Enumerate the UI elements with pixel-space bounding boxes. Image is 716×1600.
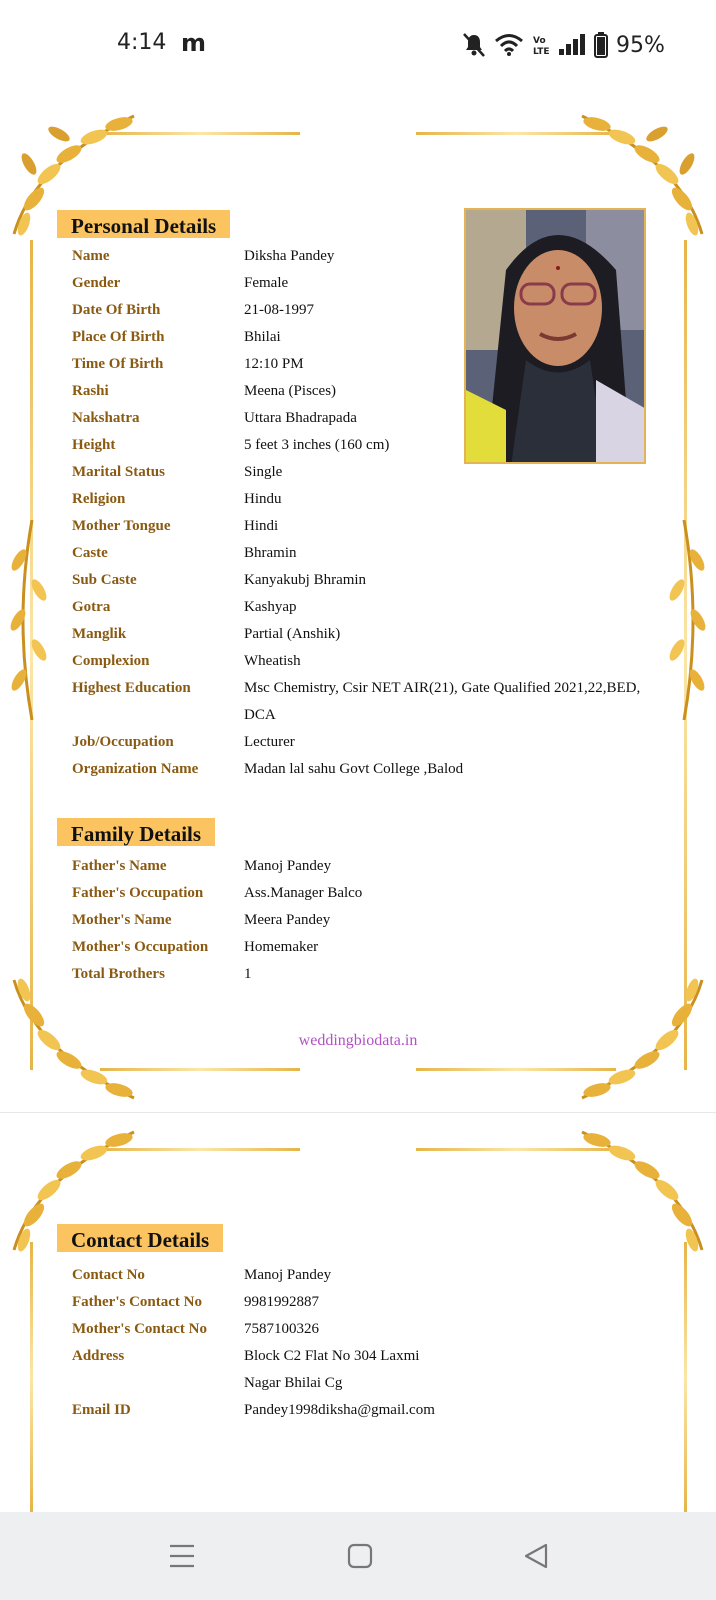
detail-value: 1 bbox=[244, 966, 252, 982]
leaf-ornament-mid-left bbox=[4, 520, 54, 720]
status-bar bbox=[0, 0, 716, 90]
detail-label: Marital Status bbox=[72, 464, 165, 480]
wifi-icon bbox=[494, 33, 524, 57]
detail-label: Email ID bbox=[72, 1402, 131, 1418]
detail-value: Meena (Pisces) bbox=[244, 383, 337, 399]
detail-label: Height bbox=[72, 437, 116, 453]
detail-label: Date Of Birth bbox=[72, 302, 161, 318]
detail-value: Partial (Anshik) bbox=[244, 626, 341, 642]
detail-label: Gotra bbox=[72, 599, 111, 615]
leaf-ornament-mid-right bbox=[662, 520, 712, 720]
detail-value: Block C2 Flat No 304 Laxmi Nagar Bhilai Cg bbox=[244, 1348, 420, 1392]
detail-label: Caste bbox=[72, 545, 108, 561]
detail-value: Madan lal sahu Govt College ,Balod bbox=[244, 761, 464, 777]
email-link[interactable]: Pandey1998diksha@gmail.com bbox=[244, 1402, 435, 1418]
system-nav-bar bbox=[0, 1512, 716, 1600]
detail-value: Female bbox=[244, 275, 289, 291]
detail-label: Total Brothers bbox=[72, 966, 165, 982]
signal-icon bbox=[558, 34, 586, 56]
battery-icon bbox=[594, 32, 608, 58]
detail-value: Msc Chemistry, Csir NET AIR(21), Gate Qualified 2021,22,BED, DCA bbox=[244, 680, 641, 724]
detail-label: Mother's Contact No bbox=[72, 1321, 207, 1337]
detail-label: Father's Contact No bbox=[72, 1294, 202, 1310]
detail-label: Highest Education bbox=[72, 680, 191, 696]
personal-details-title: Personal Details bbox=[57, 210, 230, 238]
frame-left bbox=[30, 1242, 33, 1512]
biodata-page-1 bbox=[0, 100, 716, 1120]
back-icon[interactable] bbox=[520, 1540, 552, 1572]
detail-label: Mother's Name bbox=[72, 912, 172, 928]
detail-label: Time Of Birth bbox=[72, 356, 164, 372]
battery-percent: 95% bbox=[616, 32, 665, 58]
detail-value: Single bbox=[244, 464, 283, 480]
frame-right bbox=[684, 1242, 687, 1512]
detail-value: Manoj Pandey bbox=[244, 1267, 332, 1283]
detail-label: Mother's Occupation bbox=[72, 939, 209, 955]
svg-text:LTE: LTE bbox=[533, 47, 550, 57]
detail-value: Homemaker bbox=[244, 939, 319, 955]
detail-label: Rashi bbox=[72, 383, 109, 399]
detail-value: Kanyakubj Bhramin bbox=[244, 572, 367, 588]
detail-label: Job/Occupation bbox=[72, 734, 174, 750]
mute-bell-icon bbox=[462, 32, 486, 58]
detail-value: 21-08-1997 bbox=[244, 302, 314, 318]
biodata-page-2 bbox=[0, 1112, 716, 1512]
detail-label: Nakshatra bbox=[72, 410, 140, 426]
detail-value: Ass.Manager Balco bbox=[244, 885, 363, 901]
detail-label: Name bbox=[72, 248, 110, 264]
detail-value: Manoj Pandey bbox=[244, 858, 332, 874]
website-watermark[interactable]: weddingbiodata.in bbox=[298, 1032, 418, 1049]
detail-label: Father's Occupation bbox=[72, 885, 204, 901]
svg-text:Vo: Vo bbox=[533, 36, 546, 46]
detail-value: Wheatish bbox=[244, 653, 301, 669]
detail-value: Bhilai bbox=[244, 329, 281, 345]
detail-label: Organization Name bbox=[72, 761, 199, 777]
detail-label: Gender bbox=[72, 275, 121, 291]
detail-value: Uttara Bhadrapada bbox=[244, 410, 357, 426]
status-time: 4:14 bbox=[117, 30, 167, 55]
detail-label: Contact No bbox=[72, 1267, 145, 1283]
detail-label: Complexion bbox=[72, 653, 150, 669]
detail-label: Sub Caste bbox=[72, 572, 137, 588]
detail-value: 12:10 PM bbox=[244, 356, 304, 372]
detail-value: Meera Pandey bbox=[244, 912, 331, 928]
leaf-ornament-top-right bbox=[572, 1120, 712, 1260]
volte-icon bbox=[532, 33, 550, 57]
contact-details-title: Contact Details bbox=[57, 1224, 223, 1252]
detail-label: Mother Tongue bbox=[72, 518, 171, 534]
carrier-app-icon: m bbox=[181, 29, 207, 57]
menu-icon[interactable] bbox=[166, 1540, 198, 1572]
home-icon[interactable] bbox=[344, 1540, 376, 1572]
detail-label: Place Of Birth bbox=[72, 329, 165, 345]
family-details-title: Family Details bbox=[57, 818, 215, 846]
detail-label: Manglik bbox=[72, 626, 127, 642]
detail-value: Diksha Pandey bbox=[244, 248, 335, 264]
detail-value: Hindu bbox=[244, 491, 282, 507]
detail-value: Bhramin bbox=[244, 545, 297, 561]
detail-value: Kashyap bbox=[244, 599, 297, 615]
detail-label: Religion bbox=[72, 491, 126, 507]
status-icons bbox=[462, 30, 665, 60]
phone-link[interactable]: 7587100326 bbox=[244, 1321, 319, 1337]
detail-value: Lecturer bbox=[244, 734, 295, 750]
phone-link[interactable]: 9981992887 bbox=[244, 1294, 319, 1310]
detail-label: Address bbox=[72, 1348, 125, 1364]
detail-value: 5 feet 3 inches (160 cm) bbox=[244, 437, 390, 453]
page-divider bbox=[0, 1112, 716, 1113]
detail-label: Father's Name bbox=[72, 858, 167, 874]
detail-value: Hindi bbox=[244, 518, 279, 534]
